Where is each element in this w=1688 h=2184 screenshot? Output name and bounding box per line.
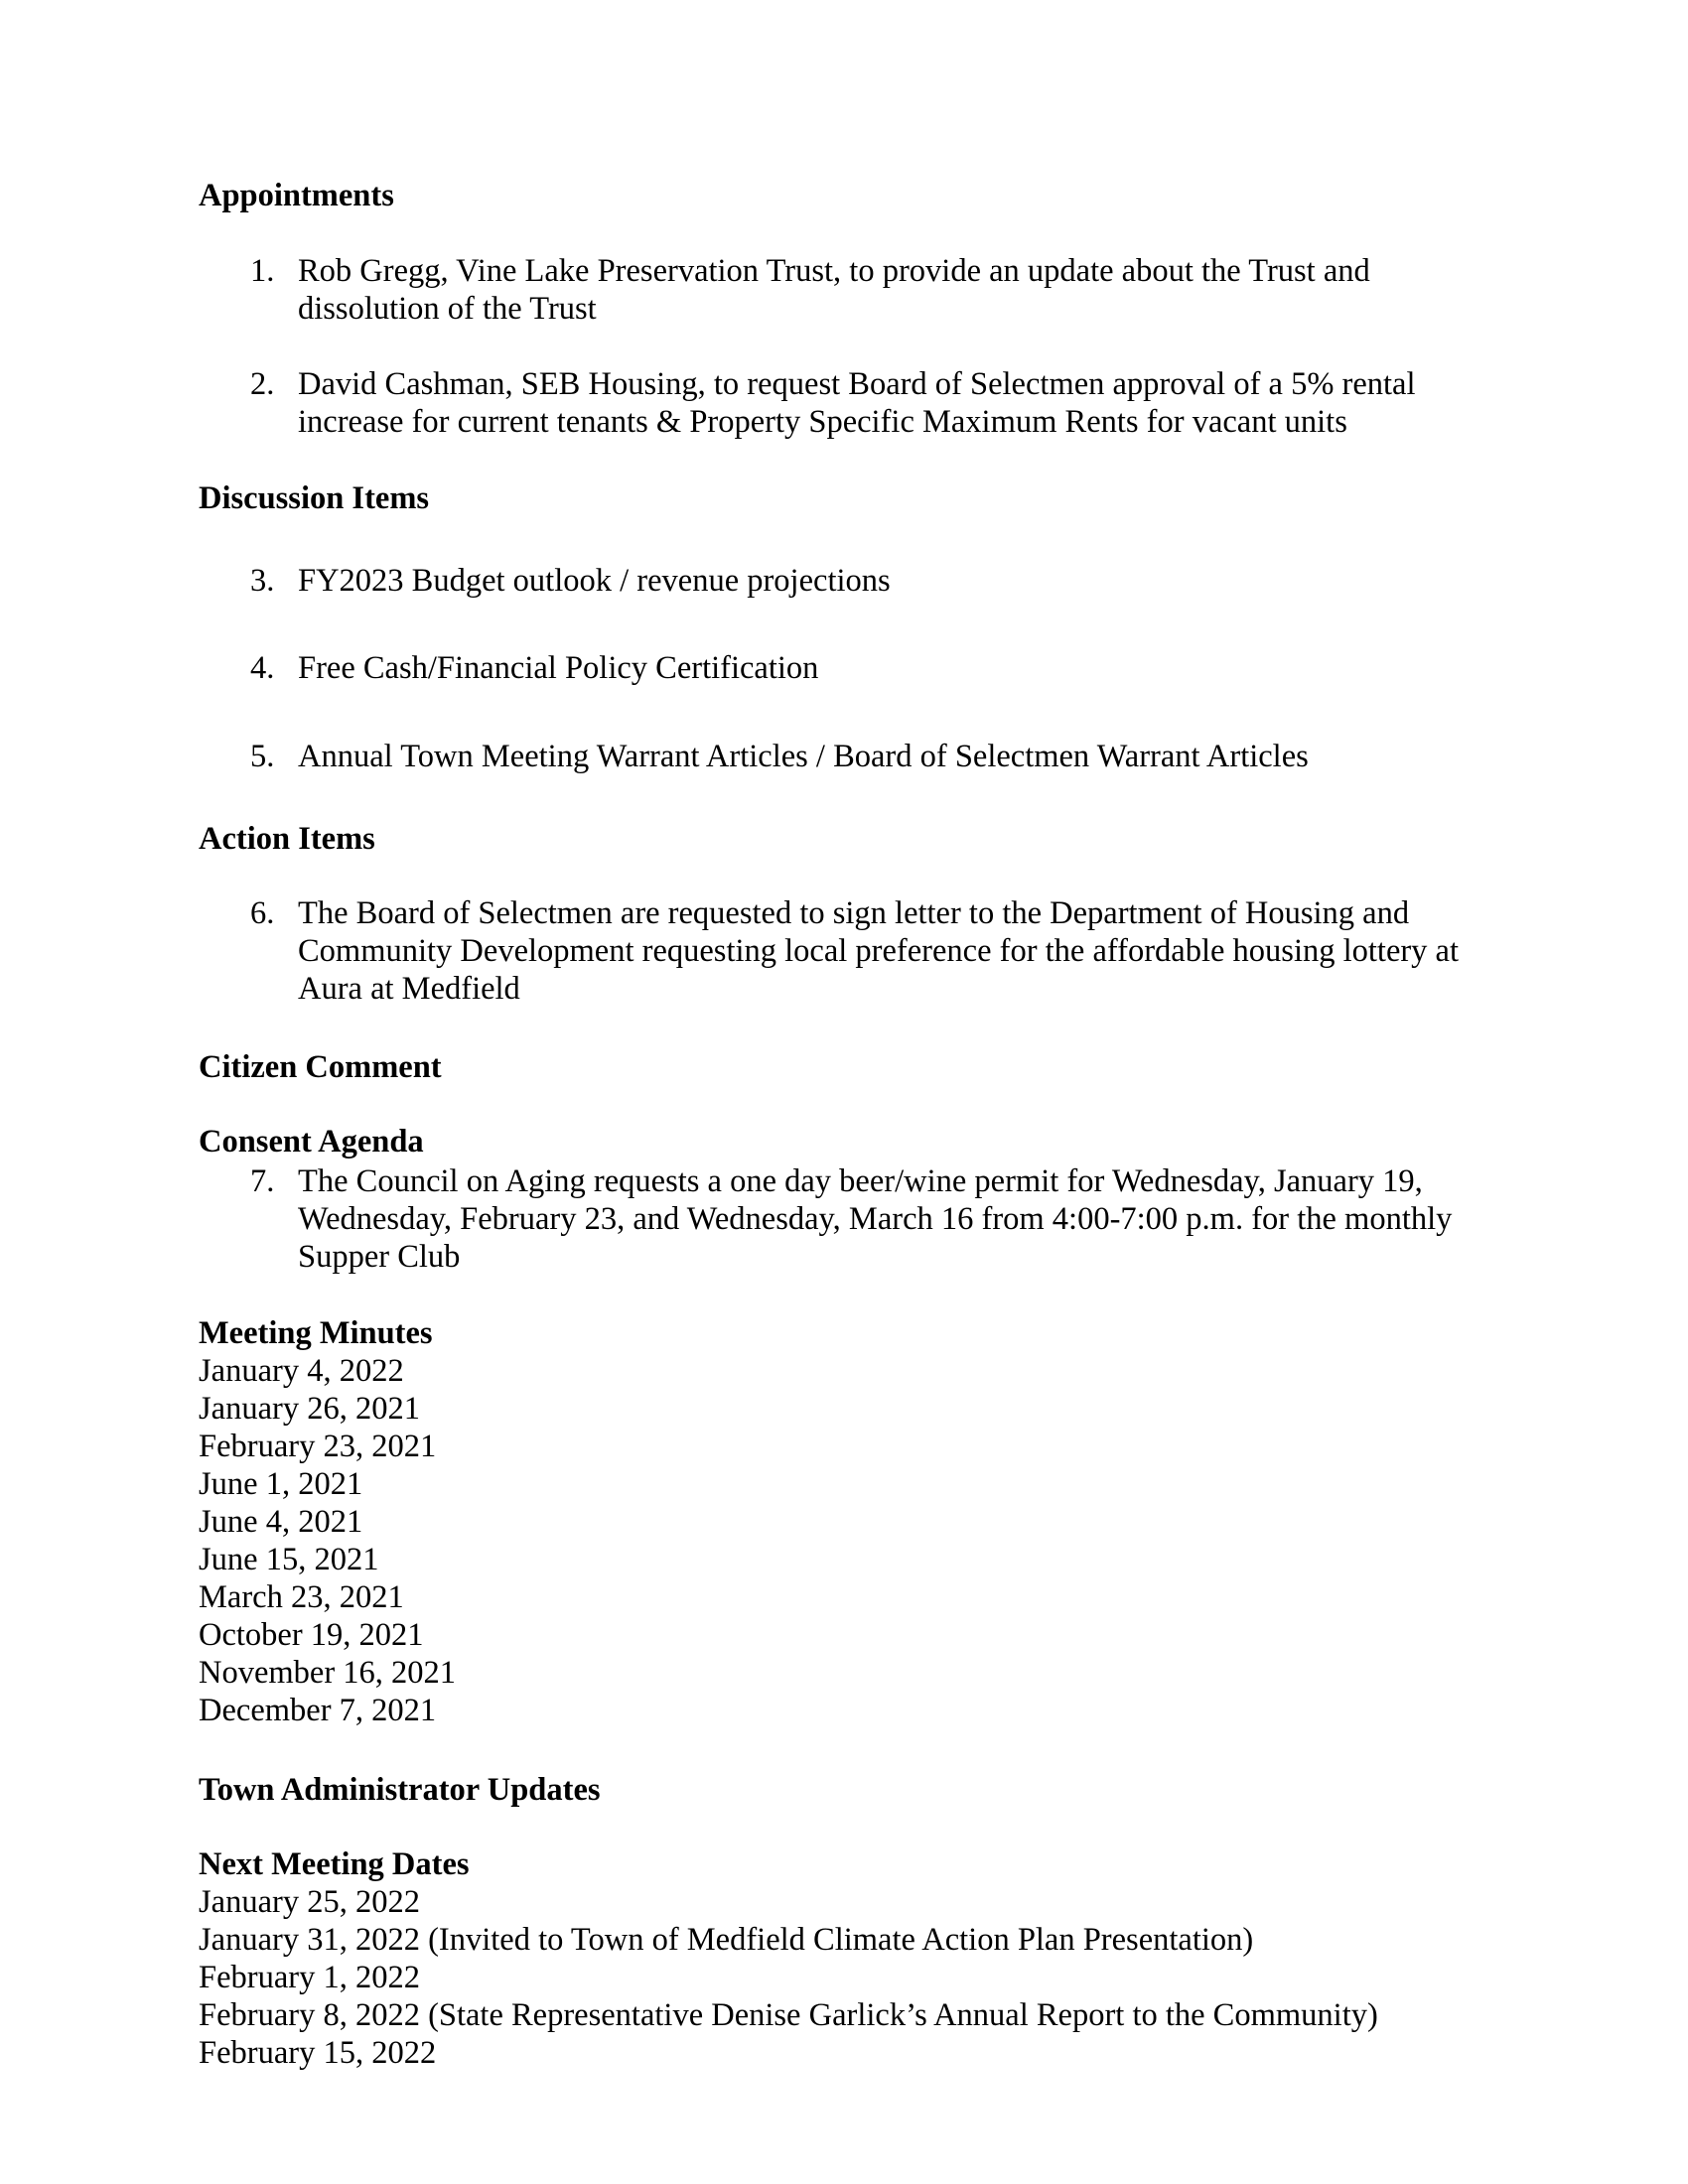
minutes-date: February 23, 2021 xyxy=(199,1429,437,1464)
item-number: 3. xyxy=(250,563,275,599)
minutes-date: June 1, 2021 xyxy=(199,1466,363,1502)
section-heading-appointments: Appointments xyxy=(199,178,394,213)
item-text-line: Free Cash/Financial Policy Certification xyxy=(298,650,819,686)
item-text-line: Rob Gregg, Vine Lake Preservation Trust, to provide an update about the Trust and xyxy=(298,253,1370,289)
item-text-line: FY2023 Budget outlook / revenue projections xyxy=(298,563,891,599)
item-number: 2. xyxy=(250,366,275,402)
section-heading-consent-agenda: Consent Agenda xyxy=(199,1124,424,1160)
item-text-line: Aura at Medfield xyxy=(298,971,520,1007)
item-text-line: Wednesday, February 23, and Wednesday, March 16 from 4:00-7:00 p.m. for the monthly xyxy=(298,1201,1453,1237)
section-heading-next-meeting-dates: Next Meeting Dates xyxy=(199,1846,470,1882)
item-text-line: Annual Town Meeting Warrant Articles / Board of Selectmen Warrant Articles xyxy=(298,739,1309,774)
section-heading-meeting-minutes: Meeting Minutes xyxy=(199,1315,433,1351)
item-number: 6. xyxy=(250,895,275,931)
next-meeting-date: February 1, 2022 xyxy=(199,1960,420,1995)
section-heading-citizen-comment: Citizen Comment xyxy=(199,1049,442,1085)
minutes-date: October 19, 2021 xyxy=(199,1617,424,1653)
item-text-line: Community Development requesting local preference for the affordable housing lottery at xyxy=(298,933,1460,969)
item-number: 1. xyxy=(250,253,275,289)
item-number: 5. xyxy=(250,739,275,774)
next-meeting-date: January 25, 2022 xyxy=(199,1884,420,1920)
item-text-line: dissolution of the Trust xyxy=(298,291,597,327)
next-meeting-date: February 15, 2022 xyxy=(199,2035,437,2071)
section-heading-action: Action Items xyxy=(199,821,375,857)
minutes-date: March 23, 2021 xyxy=(199,1579,404,1615)
next-meeting-date: January 31, 2022 (Invited to Town of Medfield Climate Action Plan Presentation) xyxy=(199,1922,1254,1958)
item-text-line: David Cashman, SEB Housing, to request Board of Selectmen approval of a 5% rental xyxy=(298,366,1416,402)
next-meeting-date: February 8, 2022 (State Representative Denise Garlick’s Annual Report to the Community) xyxy=(199,1997,1378,2033)
minutes-date: June 4, 2021 xyxy=(199,1504,363,1540)
minutes-date: November 16, 2021 xyxy=(199,1655,457,1691)
minutes-date: January 26, 2021 xyxy=(199,1391,420,1427)
item-number: 4. xyxy=(250,650,275,686)
item-text-line: The Board of Selectmen are requested to sign letter to the Department of Housing and xyxy=(298,895,1410,931)
section-heading-town-administrator-updates: Town Administrator Updates xyxy=(199,1772,601,1808)
item-text-line: Supper Club xyxy=(298,1239,461,1275)
minutes-date: December 7, 2021 xyxy=(199,1693,437,1728)
minutes-date: June 15, 2021 xyxy=(199,1542,379,1577)
item-number: 7. xyxy=(250,1163,275,1199)
section-heading-discussion: Discussion Items xyxy=(199,480,430,516)
item-text-line: increase for current tenants & Property Specific Maximum Rents for vacant units xyxy=(298,404,1347,440)
item-text-line: The Council on Aging requests a one day beer/wine permit for Wednesday, January 19, xyxy=(298,1163,1423,1199)
minutes-date: January 4, 2022 xyxy=(199,1353,404,1389)
